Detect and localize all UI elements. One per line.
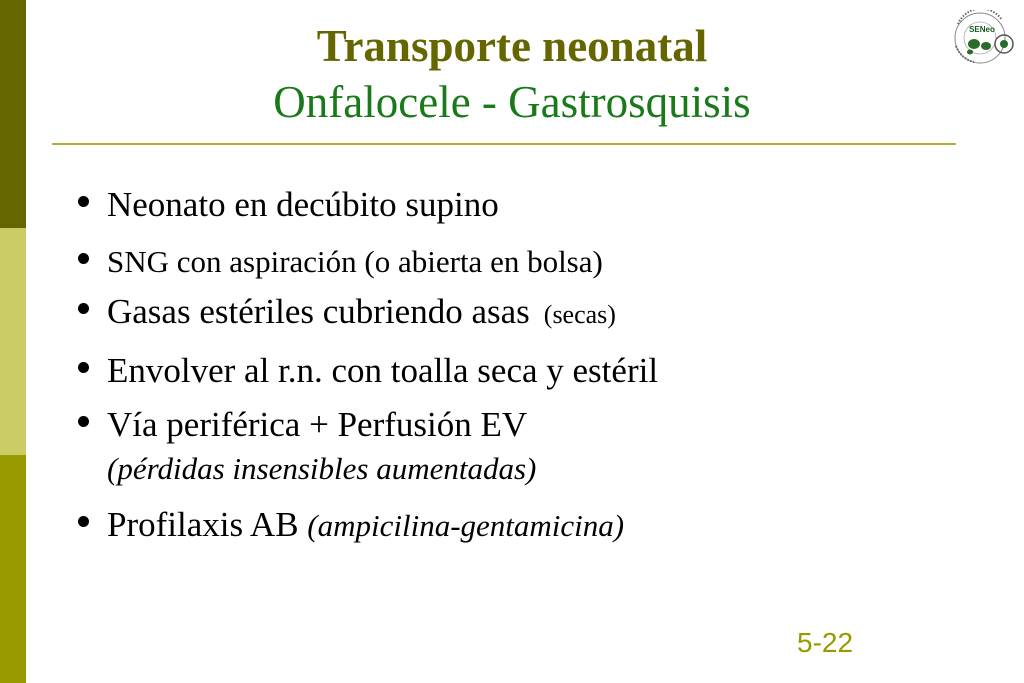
bullet-text: Neonato en decúbito supino — [107, 185, 499, 224]
bullet-dot-icon — [78, 303, 89, 314]
bullet-item — [78, 348, 978, 394]
title-divider — [52, 143, 956, 145]
bullet-dot-icon — [78, 253, 89, 264]
slide-subtitle: Onfalocele - Gastrosquisis — [273, 77, 751, 127]
bullet-item — [78, 502, 978, 549]
bullet-dot-icon — [78, 196, 89, 207]
svg-text:SENeo: SENeo — [969, 25, 995, 34]
bullet-text: SNG con aspiración (o abierta en bolsa) — [107, 244, 603, 279]
seneo-logo-icon — [944, 10, 1020, 66]
page-number: 5-22 — [797, 627, 854, 658]
sidebar-stripe-dark — [0, 0, 26, 228]
slide-title: Transporte neonatal — [316, 21, 708, 71]
bullet-item — [78, 240, 978, 284]
bullet-note: (secas) — [543, 300, 616, 329]
bullet-subtext: (pérdidas insensibles aumentadas) — [107, 451, 537, 486]
sidebar-stripe-light — [0, 228, 26, 455]
bullet-parenthetical: (ampicilina-gentamicina) — [307, 508, 625, 543]
bullet-text: Profilaxis AB — [107, 505, 299, 544]
bullet-text: Vía periférica + Perfusión EV — [107, 405, 528, 444]
bullet-item — [78, 402, 978, 490]
bullet-item — [78, 182, 978, 228]
bullet-text: Gasas estériles cubriendo asas — [107, 292, 530, 331]
title-block — [40, 18, 984, 130]
bullet-dot-icon — [78, 516, 89, 527]
bullet-dot-icon — [78, 362, 89, 373]
sidebar-stripe-mid — [0, 455, 26, 683]
bullet-text: Envolver al r.n. con toalla seca y estéril — [107, 351, 659, 390]
bullet-dot-icon — [78, 416, 89, 427]
bullet-item — [78, 289, 978, 338]
bullet-list — [78, 182, 978, 549]
